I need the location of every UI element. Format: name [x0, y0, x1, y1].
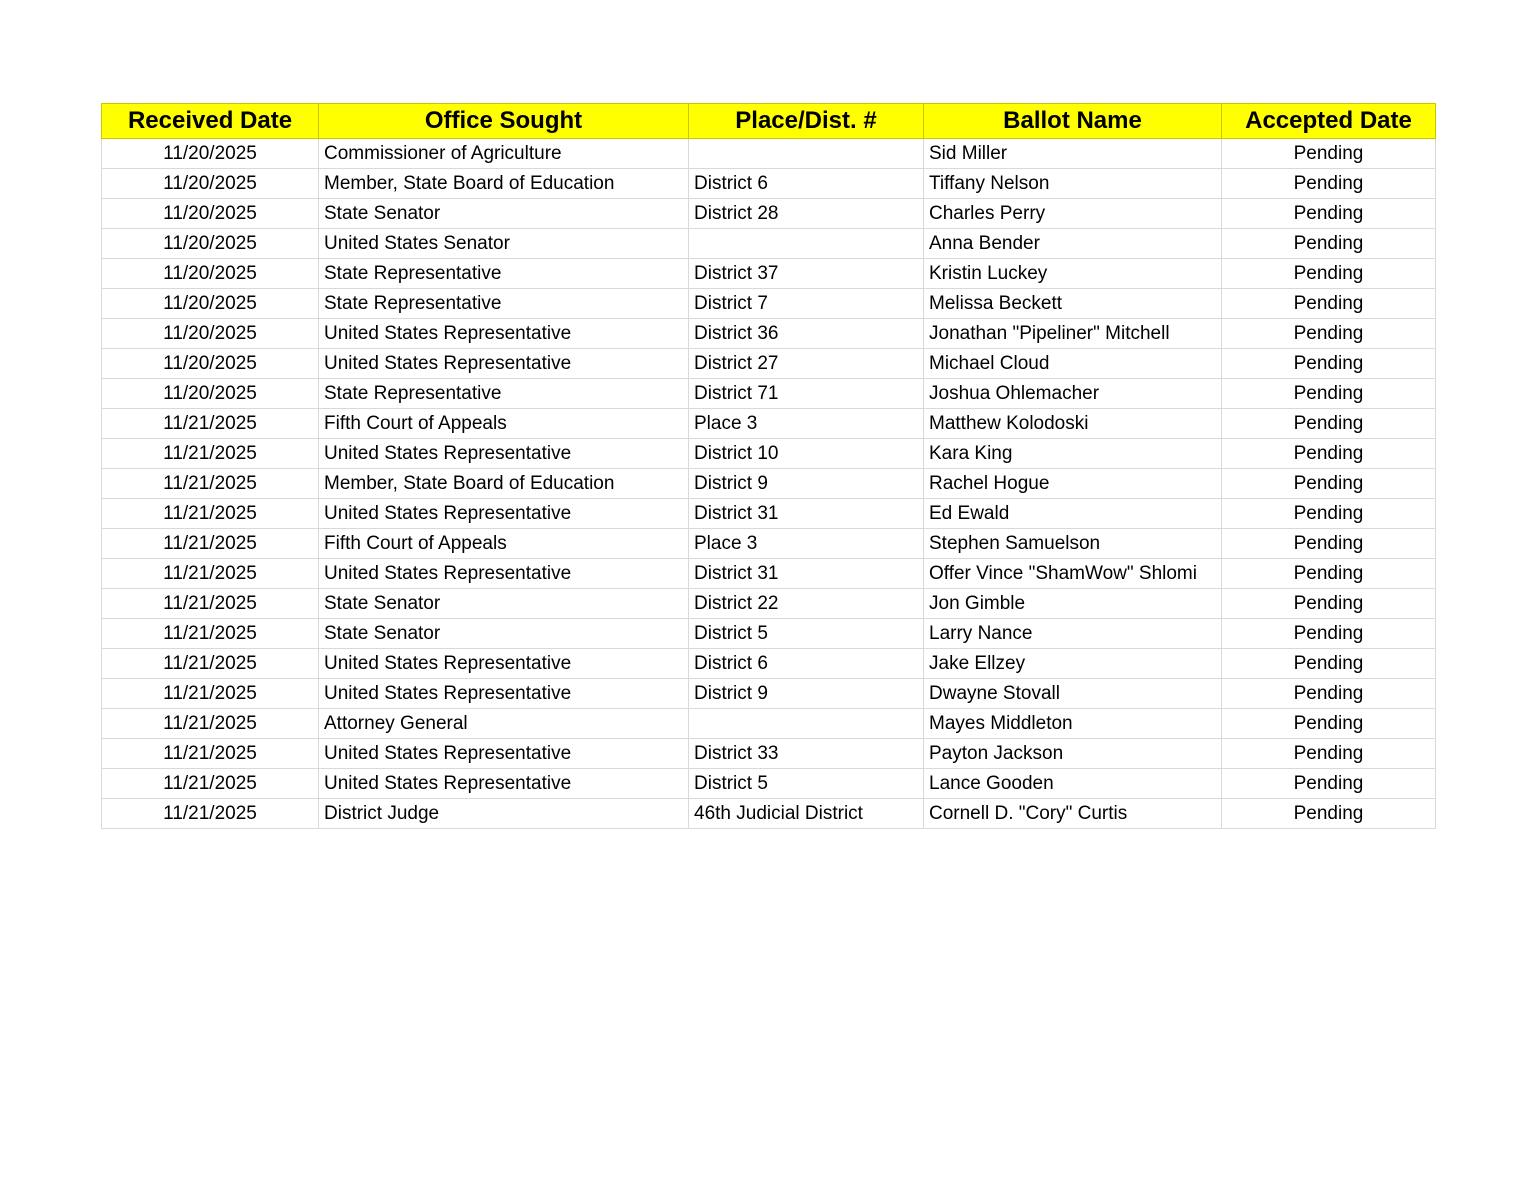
place-district-cell: District 7	[689, 289, 924, 319]
received-date-cell: 11/20/2025	[102, 319, 319, 349]
received-date-cell: 11/20/2025	[102, 259, 319, 289]
table-row	[102, 559, 1436, 589]
table-header	[102, 104, 1436, 139]
accepted-date-cell: Pending	[1222, 619, 1436, 649]
place-district-cell	[689, 229, 924, 259]
office-sought-cell: State Senator	[319, 199, 689, 229]
office-sought-cell: United States Representative	[319, 769, 689, 799]
accepted-date-cell: Pending	[1222, 589, 1436, 619]
office-sought-cell: United States Representative	[319, 319, 689, 349]
place-district-cell: District 27	[689, 349, 924, 379]
ballot-name-cell: Kristin Luckey	[924, 259, 1222, 289]
place-district-cell: District 6	[689, 649, 924, 679]
received-date-cell: 11/21/2025	[102, 649, 319, 679]
table-body	[102, 139, 1436, 829]
received-date-cell: 11/21/2025	[102, 469, 319, 499]
filings-table	[101, 103, 1436, 829]
accepted-date-cell: Pending	[1222, 469, 1436, 499]
office-sought-cell: Member, State Board of Education	[319, 469, 689, 499]
table-row	[102, 259, 1436, 289]
received-date-cell: 11/21/2025	[102, 559, 319, 589]
office-sought-cell: United States Senator	[319, 229, 689, 259]
accepted-date-cell: Pending	[1222, 799, 1436, 829]
place-district-cell: District 5	[689, 619, 924, 649]
office-sought-cell: State Representative	[319, 259, 689, 289]
accepted-date-cell: Pending	[1222, 439, 1436, 469]
accepted-date-cell: Pending	[1222, 169, 1436, 199]
table-row	[102, 319, 1436, 349]
office-sought-cell: United States Representative	[319, 649, 689, 679]
table-row	[102, 409, 1436, 439]
place-district-cell: District 33	[689, 739, 924, 769]
accepted-date-cell: Pending	[1222, 229, 1436, 259]
accepted-date-cell: Pending	[1222, 559, 1436, 589]
office-sought-cell: State Representative	[319, 379, 689, 409]
office-sought-cell: Fifth Court of Appeals	[319, 409, 689, 439]
accepted-date-cell: Pending	[1222, 379, 1436, 409]
accepted-date-cell: Pending	[1222, 259, 1436, 289]
place-district-cell	[689, 139, 924, 169]
table-row	[102, 709, 1436, 739]
table-row	[102, 229, 1436, 259]
ballot-name-cell: Offer Vince "ShamWow" Shlomi	[924, 559, 1222, 589]
office-sought-cell: State Senator	[319, 619, 689, 649]
ballot-name-cell: Rachel Hogue	[924, 469, 1222, 499]
ballot-name-cell: Michael Cloud	[924, 349, 1222, 379]
received-date-cell: 11/21/2025	[102, 409, 319, 439]
place-district-header: Place/Dist. #	[689, 104, 924, 139]
place-district-cell: District 9	[689, 469, 924, 499]
received-date-cell: 11/21/2025	[102, 589, 319, 619]
place-district-cell: District 71	[689, 379, 924, 409]
received-date-cell: 11/21/2025	[102, 739, 319, 769]
accepted-date-cell: Pending	[1222, 529, 1436, 559]
ballot-name-cell: Jonathan "Pipeliner" Mitchell	[924, 319, 1222, 349]
received-date-cell: 11/20/2025	[102, 229, 319, 259]
office-sought-cell: United States Representative	[319, 349, 689, 379]
office-sought-cell: United States Representative	[319, 739, 689, 769]
received-date-cell: 11/21/2025	[102, 799, 319, 829]
received-date-cell: 11/20/2025	[102, 349, 319, 379]
ballot-name-cell: Sid Miller	[924, 139, 1222, 169]
ballot-name-cell: Tiffany Nelson	[924, 169, 1222, 199]
office-sought-cell: State Senator	[319, 589, 689, 619]
ballot-name-cell: Charles Perry	[924, 199, 1222, 229]
office-sought-cell: District Judge	[319, 799, 689, 829]
table-row	[102, 469, 1436, 499]
accepted-date-cell: Pending	[1222, 649, 1436, 679]
ballot-name-cell: Kara King	[924, 439, 1222, 469]
place-district-cell: District 22	[689, 589, 924, 619]
office-sought-cell: United States Representative	[319, 499, 689, 529]
office-sought-cell: United States Representative	[319, 439, 689, 469]
table-row	[102, 169, 1436, 199]
ballot-name-cell: Joshua Ohlemacher	[924, 379, 1222, 409]
table-row	[102, 529, 1436, 559]
accepted-date-cell: Pending	[1222, 499, 1436, 529]
place-district-cell: 46th Judicial District	[689, 799, 924, 829]
accepted-date-header: Accepted Date	[1222, 104, 1436, 139]
received-date-cell: 11/21/2025	[102, 439, 319, 469]
table-row	[102, 799, 1436, 829]
place-district-cell: District 37	[689, 259, 924, 289]
accepted-date-cell: Pending	[1222, 409, 1436, 439]
table-row	[102, 589, 1436, 619]
office-sought-cell: Member, State Board of Education	[319, 169, 689, 199]
office-sought-cell: United States Representative	[319, 679, 689, 709]
ballot-name-cell: Ed Ewald	[924, 499, 1222, 529]
office-sought-cell: State Representative	[319, 289, 689, 319]
place-district-cell: District 9	[689, 679, 924, 709]
accepted-date-cell: Pending	[1222, 679, 1436, 709]
table-row	[102, 379, 1436, 409]
table-row	[102, 499, 1436, 529]
received-date-cell: 11/20/2025	[102, 199, 319, 229]
received-date-cell: 11/21/2025	[102, 679, 319, 709]
ballot-name-cell: Mayes Middleton	[924, 709, 1222, 739]
ballot-name-cell: Stephen Samuelson	[924, 529, 1222, 559]
ballot-name-cell: Dwayne Stovall	[924, 679, 1222, 709]
ballot-name-cell: Cornell D. "Cory" Curtis	[924, 799, 1222, 829]
office-sought-cell: Fifth Court of Appeals	[319, 529, 689, 559]
received-date-header: Received Date	[102, 104, 319, 139]
office-sought-cell: United States Representative	[319, 559, 689, 589]
place-district-cell: District 10	[689, 439, 924, 469]
accepted-date-cell: Pending	[1222, 769, 1436, 799]
header-row	[102, 104, 1436, 139]
ballot-name-cell: Payton Jackson	[924, 739, 1222, 769]
table-row	[102, 199, 1436, 229]
table-row	[102, 769, 1436, 799]
received-date-cell: 11/20/2025	[102, 139, 319, 169]
table-row	[102, 349, 1436, 379]
received-date-cell: 11/21/2025	[102, 769, 319, 799]
ballot-name-cell: Jon Gimble	[924, 589, 1222, 619]
received-date-cell: 11/20/2025	[102, 289, 319, 319]
place-district-cell: District 5	[689, 769, 924, 799]
table-row	[102, 619, 1436, 649]
received-date-cell: 11/21/2025	[102, 499, 319, 529]
place-district-cell: Place 3	[689, 409, 924, 439]
ballot-name-cell: Melissa Beckett	[924, 289, 1222, 319]
place-district-cell: District 36	[689, 319, 924, 349]
accepted-date-cell: Pending	[1222, 709, 1436, 739]
accepted-date-cell: Pending	[1222, 199, 1436, 229]
ballot-name-cell: Matthew Kolodoski	[924, 409, 1222, 439]
office-sought-cell: Attorney General	[319, 709, 689, 739]
table-row	[102, 289, 1436, 319]
table-row	[102, 139, 1436, 169]
office-sought-cell: Commissioner of Agriculture	[319, 139, 689, 169]
ballot-name-header: Ballot Name	[924, 104, 1222, 139]
received-date-cell: 11/21/2025	[102, 619, 319, 649]
place-district-cell: Place 3	[689, 529, 924, 559]
received-date-cell: 11/20/2025	[102, 379, 319, 409]
place-district-cell: District 28	[689, 199, 924, 229]
office-sought-header: Office Sought	[319, 104, 689, 139]
table-row	[102, 649, 1436, 679]
place-district-cell	[689, 709, 924, 739]
accepted-date-cell: Pending	[1222, 289, 1436, 319]
accepted-date-cell: Pending	[1222, 319, 1436, 349]
received-date-cell: 11/20/2025	[102, 169, 319, 199]
received-date-cell: 11/21/2025	[102, 529, 319, 559]
table-row	[102, 439, 1436, 469]
table-row	[102, 679, 1436, 709]
place-district-cell: District 31	[689, 499, 924, 529]
place-district-cell: District 6	[689, 169, 924, 199]
ballot-name-cell: Anna Bender	[924, 229, 1222, 259]
accepted-date-cell: Pending	[1222, 739, 1436, 769]
accepted-date-cell: Pending	[1222, 349, 1436, 379]
received-date-cell: 11/21/2025	[102, 709, 319, 739]
table-row	[102, 739, 1436, 769]
ballot-name-cell: Larry Nance	[924, 619, 1222, 649]
ballot-name-cell: Jake Ellzey	[924, 649, 1222, 679]
accepted-date-cell: Pending	[1222, 139, 1436, 169]
ballot-name-cell: Lance Gooden	[924, 769, 1222, 799]
place-district-cell: District 31	[689, 559, 924, 589]
